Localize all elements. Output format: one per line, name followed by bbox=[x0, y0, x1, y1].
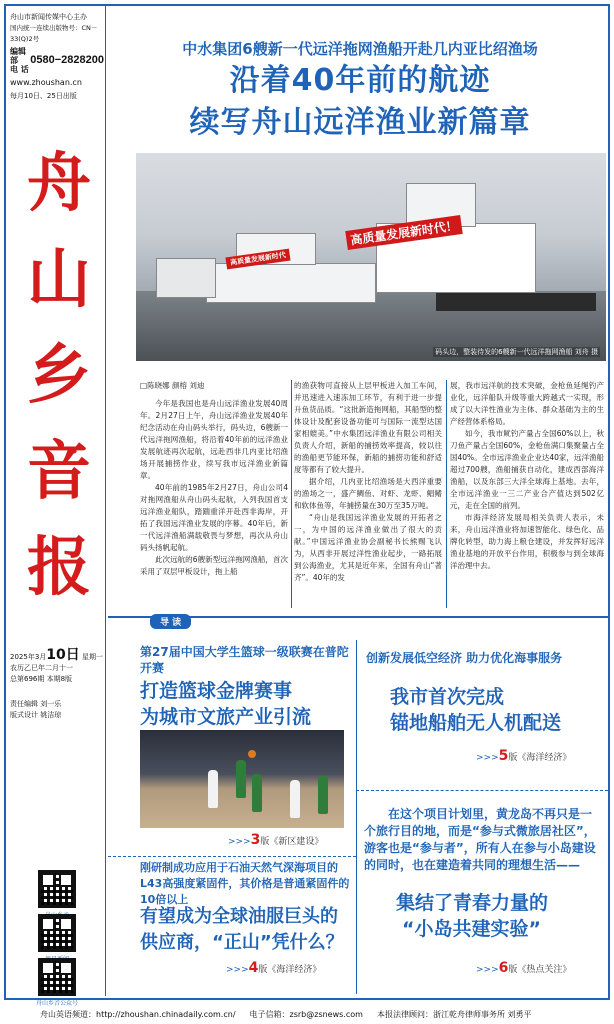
masthead-title-char: 报 bbox=[27, 530, 91, 605]
paragraph: 此次远航的6艘新型远洋拖网渔船，首次采用了双层甲板设计，拖上船 bbox=[140, 555, 288, 576]
issue-date-prefix: 2025年3月 bbox=[10, 653, 47, 661]
issue-info bbox=[10, 647, 106, 721]
arrows-icon: >>> bbox=[476, 965, 499, 975]
masthead-title-char: 音 bbox=[27, 434, 91, 509]
basketball-photo bbox=[140, 730, 344, 828]
arrows-icon: >>> bbox=[228, 837, 251, 847]
page-reference[interactable] bbox=[476, 748, 571, 764]
story-kicker: 创新发展低空经济 助力优化海事服务 bbox=[366, 651, 563, 665]
guide-tag: 导 读 bbox=[150, 614, 191, 629]
story-headline-line: 打造篮球金牌赛事 bbox=[140, 680, 293, 702]
section-name: 版《海洋经济》 bbox=[258, 965, 322, 975]
website-url[interactable]: www.zhoushan.cn bbox=[10, 78, 82, 87]
basketball-icon bbox=[248, 750, 256, 758]
masthead-info bbox=[10, 12, 104, 102]
tel-label-2: 电 话 bbox=[10, 65, 29, 74]
arrows-icon: >>> bbox=[226, 965, 249, 975]
masthead-column bbox=[6, 6, 106, 1007]
masthead-title-char: 山 bbox=[27, 242, 91, 317]
player-figure bbox=[318, 776, 328, 814]
story-kicker: 第27届中国大学生篮球一级联赛在普陀开赛 bbox=[140, 645, 349, 675]
column-divider bbox=[446, 380, 447, 608]
footer bbox=[0, 1004, 614, 1024]
issue-number: 总第696期 本期8版 bbox=[10, 675, 73, 683]
photo-caption: 码头边，整装待发的6艘新一代远洋拖网渔船 刘舟 摄 bbox=[435, 348, 598, 356]
paragraph: “舟山是我国远洋渔业发展的开拓者之一，为中国的远洋渔业做出了很大的贡献。”中国远洋渔业协会副秘书长熊赐飞认为，从西非开展过洋性渔业起步，一路拓展到公海渔业，尤其是近年来，全国有舟山“著齐”。40年的发 bbox=[294, 513, 442, 582]
masthead-title-char: 舟 bbox=[27, 146, 91, 221]
footer-legal: 本报法律顾问：浙江乾舟律师事务所 刘勇平 bbox=[376, 1009, 532, 1019]
guide-column-divider bbox=[356, 640, 357, 994]
publisher: 舟山市新闻传媒中心主办 bbox=[10, 13, 87, 21]
player-figure bbox=[236, 760, 246, 798]
section-name: 版《新区建设》 bbox=[260, 837, 324, 847]
arrows-icon: >>> bbox=[476, 753, 499, 763]
story-headline[interactable] bbox=[390, 684, 604, 736]
tel-label: 编辑部 bbox=[10, 47, 26, 65]
paragraph: 今年是我国也是舟山远洋渔业发展40周年。2月27日上午，舟山远洋渔业发展40年纪念活动在舟山码头举行，码头边，6艘新一代远洋拖网渔船，将沿着40年前的远洋渔业发展航迹再次起航，远赴西非几内亚比绍渔场开展捕捞作业，续写我市远洋渔业新篇章。 bbox=[140, 399, 288, 480]
page-reference[interactable] bbox=[226, 960, 321, 976]
paragraph: 的渔获物可直接从上层甲板进入加工车间，并迅速进入速冻加工环节，有利于进一步提升鱼货品质。“这批新造拖网船，其船型的整体设计及配套设备功能可与国际一流型达国家相媲美。”中水集团远洋渔业有限公司相关负责人介绍，新船的捕捞效率提高，较以往的渔船更节能环保，新船的捕捞功能和舒适度等都有了较大提升。 bbox=[294, 381, 442, 474]
qr-code[interactable] bbox=[34, 914, 80, 963]
story-headline-line: 我市首次完成 bbox=[390, 686, 505, 708]
lead-column-3 bbox=[450, 380, 604, 608]
page-number: 6 bbox=[498, 960, 509, 976]
qr-code[interactable] bbox=[34, 958, 80, 1007]
story-divider bbox=[108, 856, 356, 857]
lead-headline-line-1: 沿着40年前的航迹 bbox=[229, 63, 491, 98]
section-name: 版《热点关注》 bbox=[508, 965, 572, 975]
paragraph: 40年前的1985年2月27日，舟山公司4对拖网渔船从舟山码头起航，入列我国首支远洋渔业船队，踏踹重洋开赴西非海岸，开拓了我国远洋渔业发展的序幕。40年后，新一代远洋渔船满载敬畏与梦想，再次从舟山码头扬帆起航。 bbox=[140, 483, 288, 552]
masthead-title bbox=[24, 136, 94, 616]
lead-photo bbox=[136, 153, 606, 361]
qr-code[interactable] bbox=[34, 870, 80, 919]
section-name: 版《海洋经济》 bbox=[508, 753, 572, 763]
qr-code-icon bbox=[38, 958, 76, 996]
issue-date-day: 10日 bbox=[46, 647, 80, 663]
layout-editor: 版式设计 姚洁琼 bbox=[10, 711, 62, 719]
red-banner: 高质量发展新时代 bbox=[225, 249, 290, 270]
page-number: 5 bbox=[498, 748, 509, 764]
byline: □陈晓娜 颜榕 刘迪 bbox=[140, 381, 205, 390]
story-lede: 在这个项目计划里，黄龙岛不再只是一个旅行目的地，而是“参与式微旅居社区”，游客也是“参与者”，所有人在参与小岛建设的同时，也在建造着共同的理想生活—— bbox=[364, 807, 596, 872]
lead-column-2 bbox=[294, 380, 442, 608]
player-figure bbox=[252, 774, 262, 812]
lead-column-1 bbox=[140, 380, 288, 608]
page-number: 3 bbox=[250, 832, 261, 848]
story-headline[interactable] bbox=[396, 890, 604, 942]
lead-headline[interactable] bbox=[112, 60, 608, 144]
tel-row bbox=[10, 47, 104, 74]
story-kicker: 刚研制成功应用于石油天然气深海项目的L43高强度紧固件，其价格是普通紧固件的10倍以上 bbox=[140, 861, 350, 906]
masthead-title-char: 乡 bbox=[27, 338, 91, 413]
page-reference[interactable] bbox=[228, 832, 323, 848]
cn-number: 国内统一连续出版物号：CN－33(Q)2号 bbox=[10, 24, 98, 43]
chief-editor: 责任编辑 刘一乐 bbox=[10, 700, 62, 708]
footer-english-channel[interactable]: 舟山英语频道：http://zhoushan.chinadaily.com.cn/ bbox=[40, 1009, 236, 1019]
story-headline-line: 供应商，“正山”凭什么？ bbox=[140, 932, 344, 953]
story-headline-line: 锚地船舶无人机配送 bbox=[390, 712, 562, 734]
paragraph: 如今，我市鱿钓产量占全国60%以上，秋刀鱼产量占全国60%，金枪鱼满口集聚量占全国40%。全市远洋渔业企业达40家，远洋渔船超过700艘，渔船捕获自动化，建成西部海洋渔船，以及东部三大洋全球海上基地。去年，全市远洋渔业一三二产业合产值达到502亿元，走在全国的前列。 bbox=[450, 429, 604, 510]
ship-hull bbox=[206, 263, 376, 303]
player-figure bbox=[208, 770, 218, 808]
paragraph: 市海洋经济发展局相关负责人表示，未来，舟山远洋渔业将加速智能化、绿色化、品牌化转型，助力海上粮仓建设，并发挥好远洋渔业基地的开放平台作用，积极参与到全球海洋治理中去。 bbox=[450, 513, 604, 570]
story-headline-line: 为城市文旅产业引流 bbox=[140, 706, 312, 728]
tel-number: 0580−2828200 bbox=[30, 54, 104, 66]
column-divider bbox=[291, 380, 292, 608]
lead-kicker: 中水集团6艘新一代远洋拖网渔船开赴几内亚比绍渔场 bbox=[182, 40, 538, 58]
story-headline-line: 集结了青春力量的 bbox=[396, 892, 549, 914]
paragraph: 据介绍，几内亚比绍渔场是大西洋重要的渔场之一，盛产鲷鱼、对虾、龙虾、鲳鳍和软体鱼等，年捕捞量在30万至35万吨。 bbox=[294, 477, 442, 510]
ship-hull bbox=[156, 258, 216, 298]
qr-code-icon bbox=[38, 870, 76, 908]
story-divider bbox=[356, 790, 608, 791]
story-headline[interactable] bbox=[140, 904, 354, 956]
ship-keel bbox=[436, 293, 596, 311]
player-figure bbox=[290, 780, 300, 818]
lead-headline-line-2: 续写舟山远洋渔业新篇章 bbox=[189, 105, 531, 140]
story-headline-line: 有望成为全球油服巨头的 bbox=[140, 906, 338, 927]
pub-schedule: 每月10日、25日出版 bbox=[10, 92, 77, 100]
issue-weekday: 星期一 bbox=[82, 653, 103, 661]
qr-code-icon bbox=[38, 914, 76, 952]
story-headline[interactable] bbox=[140, 678, 354, 730]
lunar-date: 农历乙巳年二月十一 bbox=[10, 664, 73, 672]
qr-label: 舟山乡音公众号 bbox=[35, 1000, 78, 1007]
red-banner: 高质量发展新时代！ bbox=[345, 215, 463, 250]
story-headline-line: “小岛共建实验” bbox=[402, 918, 541, 940]
page-number: 4 bbox=[248, 960, 259, 976]
footer-email[interactable]: 电子信箱：zsrb@zsnews.com bbox=[249, 1009, 363, 1019]
page-reference[interactable] bbox=[476, 960, 571, 976]
paragraph: 展，我市远洋航的技术突破，金枪鱼延绳钓产业化，远洋船队升级等重大跨越式一实现，形成了以大洋性渔业为主体、群众基础为主的生产经营体系格局。 bbox=[450, 381, 604, 426]
